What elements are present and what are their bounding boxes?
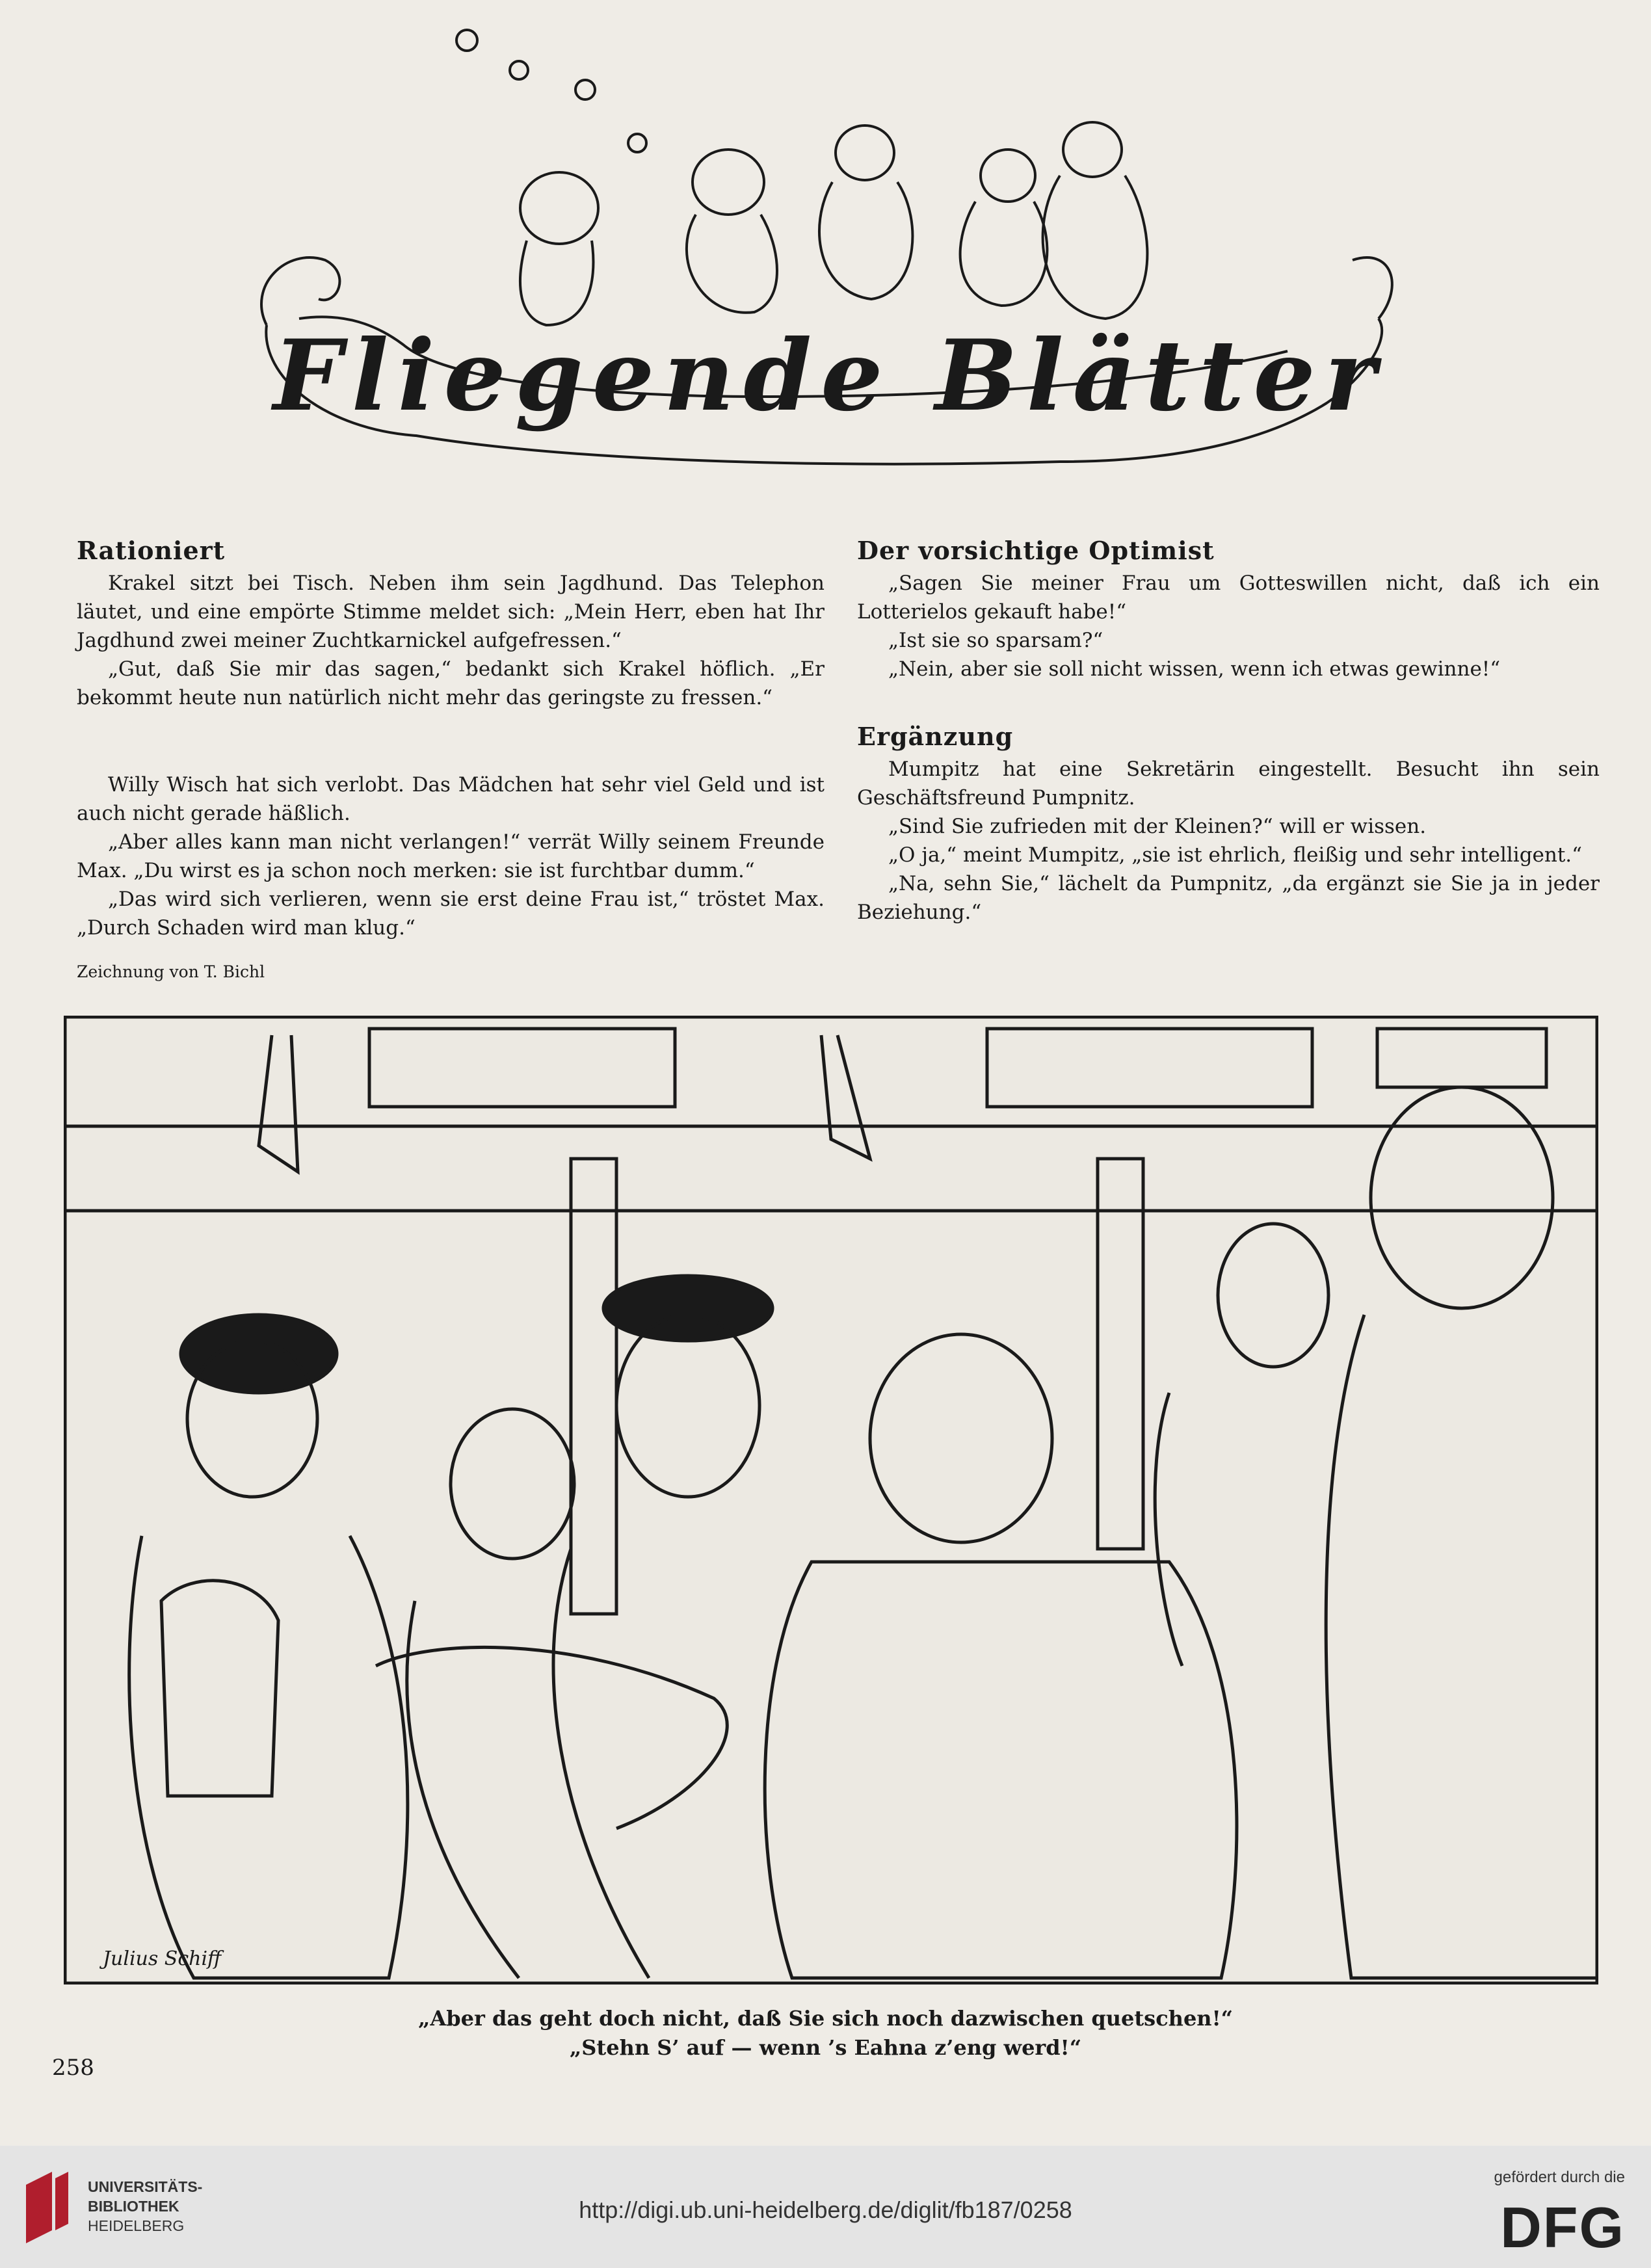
story-paragraph: Mumpitz hat eine Sekretärin eingestellt. Besucht ihn sein Geschäftsfreund Pumpnitz. <box>857 758 1600 810</box>
story-paragraph: „Das wird sich verlieren, wenn sie erst deine Frau ist,“ tröstet Max. „Durch Schaden wird man klug.“ <box>77 888 825 940</box>
story-paragraph: Krakel sitzt bei Tisch. Neben ihm sein Jagdhund. Das Telephon läutet, und eine empörte Stimme meldet sich: „Mein Herr, eben hat Ihr Jagdhund zwei meiner Zuchtkarnickel aufgefressen.“ <box>77 572 825 652</box>
masthead-title: Fliegende Blätter <box>273 319 1385 433</box>
masthead-drawing <box>247 13 1411 507</box>
right-column <box>857 536 1600 966</box>
story-paragraph: „O ja,“ meint Mumpitz, „sie ist ehrlich, fleißig und sehr intelligent.“ <box>888 843 1583 867</box>
story-paragraph: „Gut, daß Sie mir das sagen,“ bedankt sich Krakel höflich. „Er bekommt heute nun natürlich nicht mehr das geringste zu fressen.“ <box>77 657 825 709</box>
story-heading-optimist: Der vorsichtige Optimist <box>857 536 1215 565</box>
cartoon-drawing <box>64 1016 1598 1984</box>
story-paragraph: „Ist sie so sparsam?“ <box>888 629 1103 652</box>
story-heading-rationiert: Rationiert <box>77 536 226 565</box>
library-name-line: HEIDELBERG <box>88 2217 185 2234</box>
cartoon-caption-line-2: „Stehn S’ auf — wenn ’s Eahna z’eng werd!“ <box>569 2035 1082 2060</box>
illustration-credit: Zeichnung von T. Bichl <box>77 962 265 981</box>
story-paragraph: Willy Wisch hat sich verlobt. Das Mädchen hat sehr viel Geld und ist auch nicht gerade häßlich. <box>77 773 825 825</box>
tram-cartoon <box>64 1016 1598 1984</box>
story-paragraph: „Sind Sie zufrieden mit der Kleinen?“ will er wissen. <box>888 815 1427 838</box>
funding-label: gefördert durch die <box>1494 2169 1625 2186</box>
library-name-line: UNIVERSITÄTS- <box>88 2178 203 2195</box>
story-paragraph: „Aber alles kann man nicht verlangen!“ verrät Willy seinem Freunde Max. „Du wirst es ja schon noch merken: sie ist furchtbar dumm.“ <box>77 830 825 882</box>
masthead-illustration <box>247 13 1411 507</box>
page-number: 258 <box>52 2055 94 2081</box>
story-heading-ergaenzung: Ergänzung <box>857 722 1014 751</box>
left-column <box>77 536 825 981</box>
library-name-line: BIBLIOTHEK <box>88 2198 179 2215</box>
story-paragraph: „Sagen Sie meiner Frau um Gotteswillen nicht, daß ich ein Lotterielos gekauft habe!“ <box>857 572 1600 624</box>
story-paragraph: „Nein, aber sie soll nicht wissen, wenn ich etwas gewinne!“ <box>888 657 1501 681</box>
permalink-url[interactable]: http://digi.ub.uni-heidelberg.de/diglit/fb187/0258 <box>579 2196 1072 2223</box>
dfg-logo: DFG <box>1500 2195 1625 2260</box>
story-paragraph: „Na, sehn Sie,“ lächelt da Pumpnitz, „da ergänzt sie Sie ja in jeder Beziehung.“ <box>857 872 1600 924</box>
artist-signature: Julius Schiff <box>103 1947 222 1970</box>
digital-library-footer <box>0 2146 1651 2268</box>
cartoon-caption-line-1: „Aber das geht doch nicht, daß Sie sich noch dazwischen quetschen!“ <box>417 2006 1234 2031</box>
